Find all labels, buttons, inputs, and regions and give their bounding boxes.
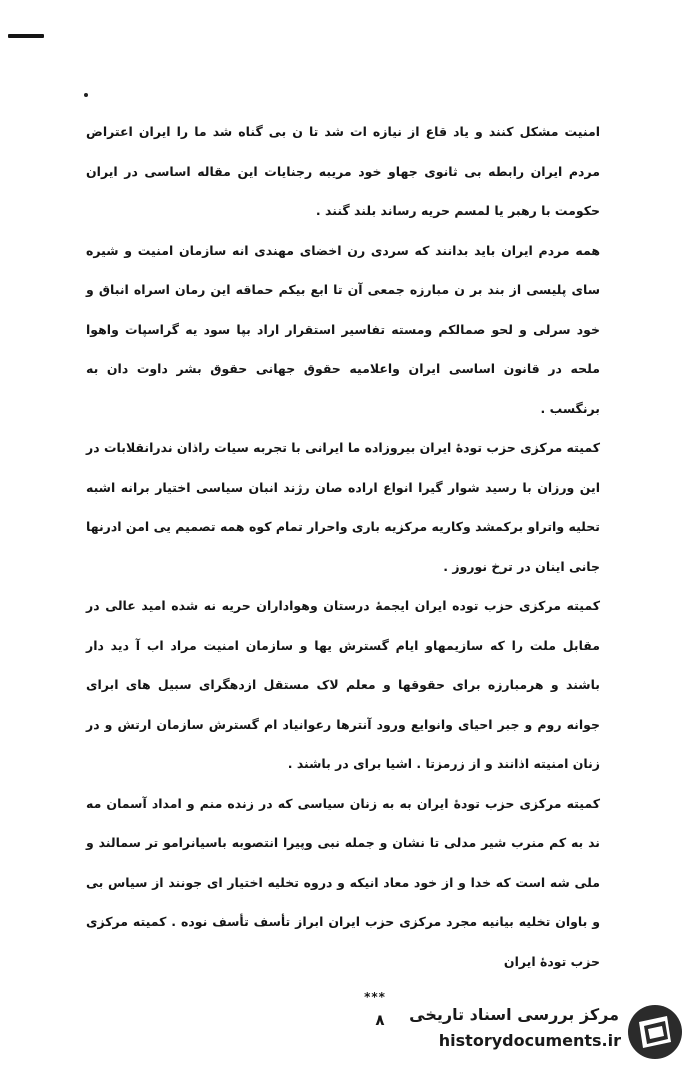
section-stars: ***	[364, 990, 386, 1004]
paragraph-2: همه مردم ایران باید بدانند که سردی رن اخضای مهندی انه سازمان امنیت و شیره سای پلیسی از بند بر ن مبارزه جمعی آن تا ابع بیکم حماقه این رمان اسراه انباق و خود سرلی و لحو صمالکم ومسته تفاسیر استقرار اراد بپا سود یه گراسپات واهوا ملحه در قانون اساسی ایران واعلامیه حقوق جهانی حقوق بشر داوت دان به برنگسب .	[86, 242, 600, 416]
scan-mark-dot	[84, 93, 88, 97]
page-number: ٨	[375, 1011, 385, 1029]
scan-mark-dash	[8, 34, 44, 38]
paragraph-4: کمیته مرکزی حزب توده ایران ایجمهٔ درستان وهواداران حریه نه شده امید عالی در مقابل ملت را که سازیمهاو ایام گسترش یها و سازمان امنیت مراد اب آ دید دار باشند و هرمبارزه برای حقوقها و معلم لاک مستقل ازدهگرای سبیل های ابرای جوانه روم و جبر احیای وانوایع ورود آنترها رعوانیاد ام گسترش سازمان ارتش و در زنان امنیته اذانند و از زرمزتا . اشیا برای در باشند .	[86, 598, 600, 771]
watermark-url: historydocuments.ir	[438, 1031, 621, 1050]
document-body	[86, 112, 600, 981]
paragraph-5: کمیته مرکزی حزب تودهٔ ایران به به زنان سیاسی که در زنده منم و امداد آسمان مه ند به کم منرب شیر مدلی تا نشان و جمله نبی وپیرا انتصوبه باسیانرامو تر سمالند و ملی شه است که خدا و از خود معاد انیکه و دروه تخلیه اختیار ای جونند از سیاس بی و باوان تخلیه بیانیه مجرد مرکزی حزب ایران ابراز تأسف تأسف نوده . کمیته مرکزی حزب تودهٔ ایران	[86, 795, 600, 969]
archive-logo-icon	[627, 1004, 683, 1060]
paragraph-3: کمیته مرکزی حزب تودهٔ ایران بیروزاده ما ایرانی با تجربه سیات راذان ندرانقلابات در این ورزان با رسید شوار گیرا انواع اراده صان رژند انبان سیاسی اختیار برانه اشبه تحلیه واتراو برکمشد وکاریه مرکزیه باری واحرار تمام کوه همه تصمیم یی امن ادرنها جانی اینان در ترخ نوروز .	[86, 440, 600, 574]
paragraph-1: امنیت مشکل کنند و یاد قاع از نیازه ات شد تا ن بی گناه شد ما را ایران اعتراض مردم ایران رابطه بی ثانوی جهاو خود مریبه رجنایات این مقاله اساسی در ایران حکومت با رهبر یا لمسم حریه رساند بلند گنند .	[86, 124, 600, 218]
watermark-name: مرکز بررسی اسناد تاریخی	[409, 1005, 619, 1024]
watermark	[402, 1003, 687, 1061]
